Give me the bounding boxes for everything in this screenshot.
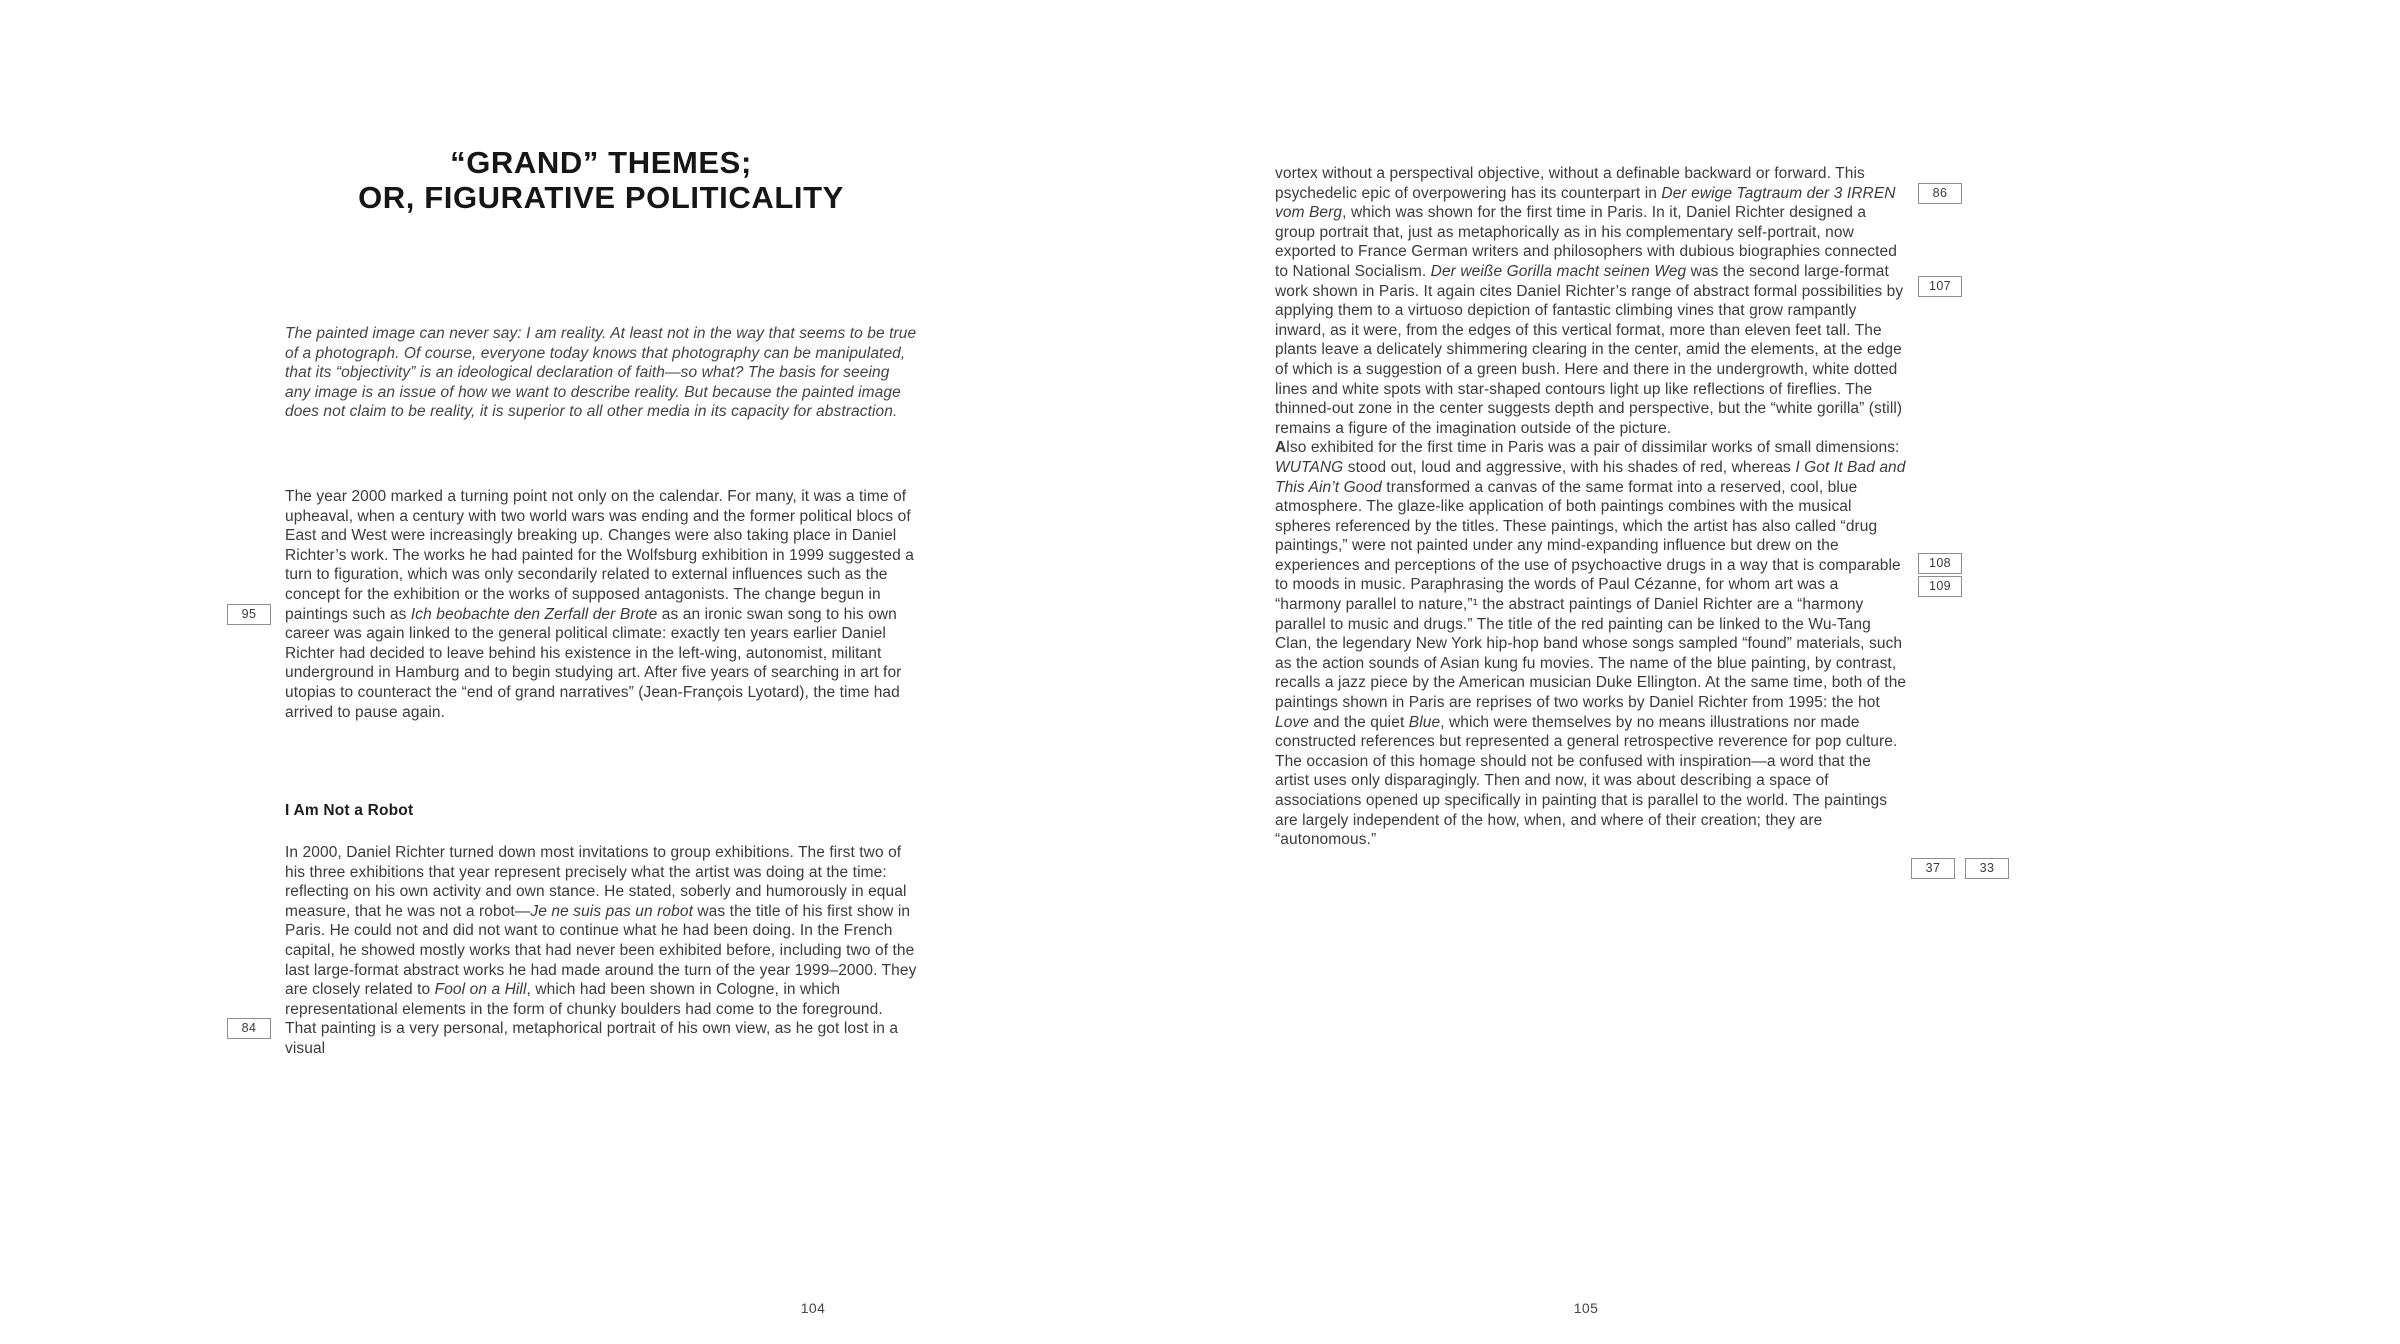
margin-ref-109: 109 (1918, 576, 1962, 597)
body-paragraph-3: vortex without a perspectival objective, without a definable backward or forward. This psychedelic epic of overpowering has its counterpart in Der ewige Tagtraum der 3 IRREN vom Berg, which was shown for the first time in Paris. In it, Daniel Richter designed a group portrait that, just as metaphorically as in his complementary self-portrait, now exported to France German writers and philosophers with dubious biographies connected to National Socialism. Der weiße Gorilla macht seinen Weg was the second large-format work shown in Paris. It again cites Daniel Richter’s range of abstract formal possibilities by applying them to a virtuoso depiction of fantastic climbing vines that grow rampantly inward, as it were, from the edges of this vertical format, more than eleven feet tall. The plants leave a delicately shimmering clearing in the center, amid the elements, at the edge of which is a suggestion of a green bush. Here and there in the undergrowth, white dotted lines and white spots with star-shaped contours light up like reflections of fireflies. The thinned-out zone in the center suggests depth and perspective, but the “white gorilla” (still) remains a figure of the imagination outside of the picture. (1275, 165, 1904, 437)
margin-ref-84: 84 (227, 1018, 271, 1039)
margin-ref-95: 95 (227, 604, 271, 625)
margin-ref-33: 33 (1965, 858, 2009, 879)
chapter-title (285, 145, 917, 215)
right-text-column (1275, 164, 1907, 850)
page-number-right: 105 (1573, 1300, 1599, 1316)
margin-ref-107: 107 (1918, 276, 1962, 297)
chapter-title-line-1: “GRAND” THEMES; (450, 145, 752, 180)
page-right (1200, 0, 2400, 1344)
epigraph-paragraph: The painted image can never say: I am reality. At least not in the way that seems to be true of a photograph. Of course, everyone today knows that photography can be manipulated, that its “objectivity” is an ideological declaration of faith—so what? The basis for seeing any image is an issue of how we want to describe reality. But because the painted image does not claim to be reality, it is superior to all other media in its capacity for abstraction. (285, 325, 917, 421)
body-paragraph-4: Also exhibited for the first time in Paris was a pair of dissimilar works of small dimensions: WUTANG stood out, loud and aggressive, with his shades of red, whereas I Got It Bad and This Ain’t Good transformed a canvas of the same format into a reserved, cool, blue atmosphere. The glaze-like application of both paintings combines with the musical spheres referenced by the titles. These paintings, which the artist has also called “drug paintings,” were not painted under any mind-expanding influence but drew on the experiences and perceptions of the use of psychoactive drugs in a way that is comparable to moods in music. Paraphrasing the words of Paul Cézanne, for whom art was a “harmony parallel to nature,”¹ the abstract paintings of Daniel Richter are a “harmony parallel to music and drugs.” The title of the red painting can be linked to the Wu-Tang Clan, the legendary New York hip-hop band whose songs sampled “found” materials, such as the action sounds of Asian kung fu movies. The name of the blue painting, by contrast, recalls a jazz piece by the American musician Duke Ellington. At the same time, both of the paintings shown in Paris are reprises of two works by Daniel Richter from 1995: the hot Love and the quiet Blue, which were themselves by no means illustrations nor made constructed references but represented a general retrospective reverence for pop culture. The occasion of this homage should not be confused with inspiration—a word that the artist uses only disparagingly. Then and now, it was about describing a space of associations opened up specifically in painting that is parallel to the world. The paintings are largely independent of the how, when, and where of their creation; they are “autonomous.” (1275, 439, 1907, 849)
page-number-left: 104 (800, 1300, 826, 1316)
chapter-title-line-2: OR, FIGURATIVE POLITICALITY (358, 180, 844, 215)
body-paragraph-1: The year 2000 marked a turning point not only on the calendar. For many, it was a time of upheaval, when a century with two world wars was ending and the former political blocs of East and West were increasingly breaking up. Changes were also taking place in Daniel Richter’s work. The works he had painted for the Wolfsburg exhibition in 1999 suggested a turn to figuration, which was only secondarily related to external influences such as the concept for the exhibition or the works of supposed antagonists. The change begun in paintings such as Ich beobachte den Zerfall der Brote as an ironic swan song to his own career was again linked to the general political climate: exactly ten years earlier Daniel Richter had decided to leave behind his existence in the left-wing, autonomist, militant underground in Hamburg and to begin studying art. After five years of searching in art for utopias to counteract the “end of grand narratives” (Jean-François Lyotard), the time had arrived to pause again. (285, 488, 914, 721)
body-paragraph-2: In 2000, Daniel Richter turned down most invitations to group exhibitions. The first two of his three exhibitions that year represent precisely what the artist was doing at the time: reflecting on his own activity and own stance. He stated, soberly and humorously in equal measure, that he was not a robot—Je ne suis pas un robot was the title of his first show in Paris. He could not and did not want to continue what he had been doing. In the French capital, he showed mostly works that had never been exhibited before, including two of the last large-format abstract works he had made around the turn of the year 1999–2000. They are closely related to Fool on a Hill, which had been shown in Cologne, in which representational elements in the form of chunky boulders had come to the foreground. That painting is a very personal, metaphorical portrait of his own view, as he got lost in a visual (285, 844, 917, 1057)
margin-ref-37: 37 (1911, 858, 1955, 879)
margin-ref-86: 86 (1918, 183, 1962, 204)
section-subheading: I Am Not a Robot (285, 802, 414, 819)
margin-ref-108: 108 (1918, 553, 1962, 574)
